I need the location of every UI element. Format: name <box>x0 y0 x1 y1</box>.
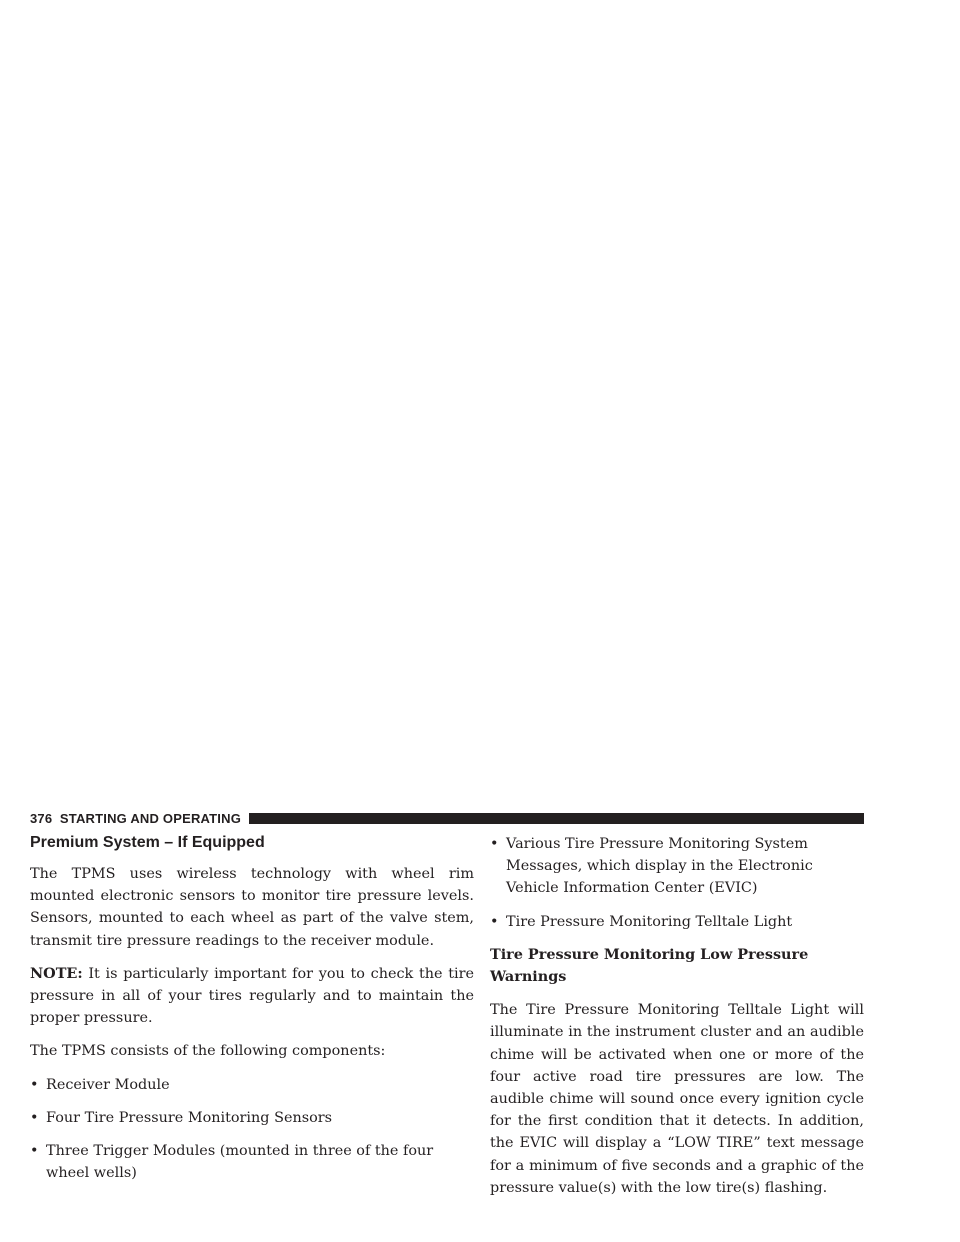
list-item-text: Receiver Module <box>46 1076 170 1093</box>
page-header <box>30 810 864 826</box>
list-item <box>490 833 864 900</box>
list-item-text: Four Tire Pressure Monitoring Sensors <box>46 1109 333 1126</box>
right-column <box>490 833 864 1210</box>
list-item <box>30 1074 474 1096</box>
list-item-text: Various Tire Pressure Monitoring System Messages, which display in the Electronic Vehicle Information Center (EVIC) <box>506 836 813 897</box>
list-item <box>30 1140 474 1184</box>
bullet-icon: • <box>30 1109 39 1126</box>
header-text <box>30 811 241 826</box>
header-rule <box>249 813 864 824</box>
list-item <box>30 1107 474 1129</box>
components-list <box>30 1074 474 1185</box>
list-item-text: Three Trigger Modules (mounted in three of the four wheel wells) <box>46 1143 434 1182</box>
section-title: STARTING AND OPERATING <box>59 810 242 826</box>
bullet-icon: • <box>30 1143 39 1160</box>
section-heading: Premium System – If Equipped <box>30 834 265 851</box>
page-number: 376 <box>30 810 53 826</box>
note-paragraph <box>30 963 474 1030</box>
warnings-subheading: Tire Pressure Monitoring Low Pressure Warnings <box>490 945 809 986</box>
warnings-paragraph: The Tire Pressure Monitoring Telltale Light will illuminate in the instrument cluster and an audible chime will be activated when one or more of the four active road tire pressures are low. The audible chime will sound once every ignition cycle for the first condition that it detects. In addition, the EVIC will display a “LOW TIRE” text message for a minimum of five seconds and a graphic of the pressure value(s) with the low tire(s) flashing. <box>490 1002 864 1196</box>
list-item <box>490 911 864 933</box>
list-item-text: Tire Pressure Monitoring Telltale Light <box>506 913 793 930</box>
components-intro: The TPMS consists of the following components: <box>30 1043 386 1060</box>
left-column <box>30 833 474 1195</box>
bullet-icon: • <box>490 913 499 930</box>
components-list-continued <box>490 833 864 933</box>
note-label: NOTE: <box>30 964 83 982</box>
bullet-icon: • <box>30 1076 39 1093</box>
bullet-icon: • <box>490 836 499 852</box>
note-text: It is particularly important for you to check the tire pressure in all of your tires regularly and to maintain the proper pressure. <box>30 965 474 1027</box>
intro-paragraph: The TPMS uses wireless technology with wheel rim mounted electronic sensors to monitor tire pressure levels. Sensors, mounted to each wheel as part of the valve stem, transmit tire pressure readings to the receiver module. <box>30 866 474 949</box>
